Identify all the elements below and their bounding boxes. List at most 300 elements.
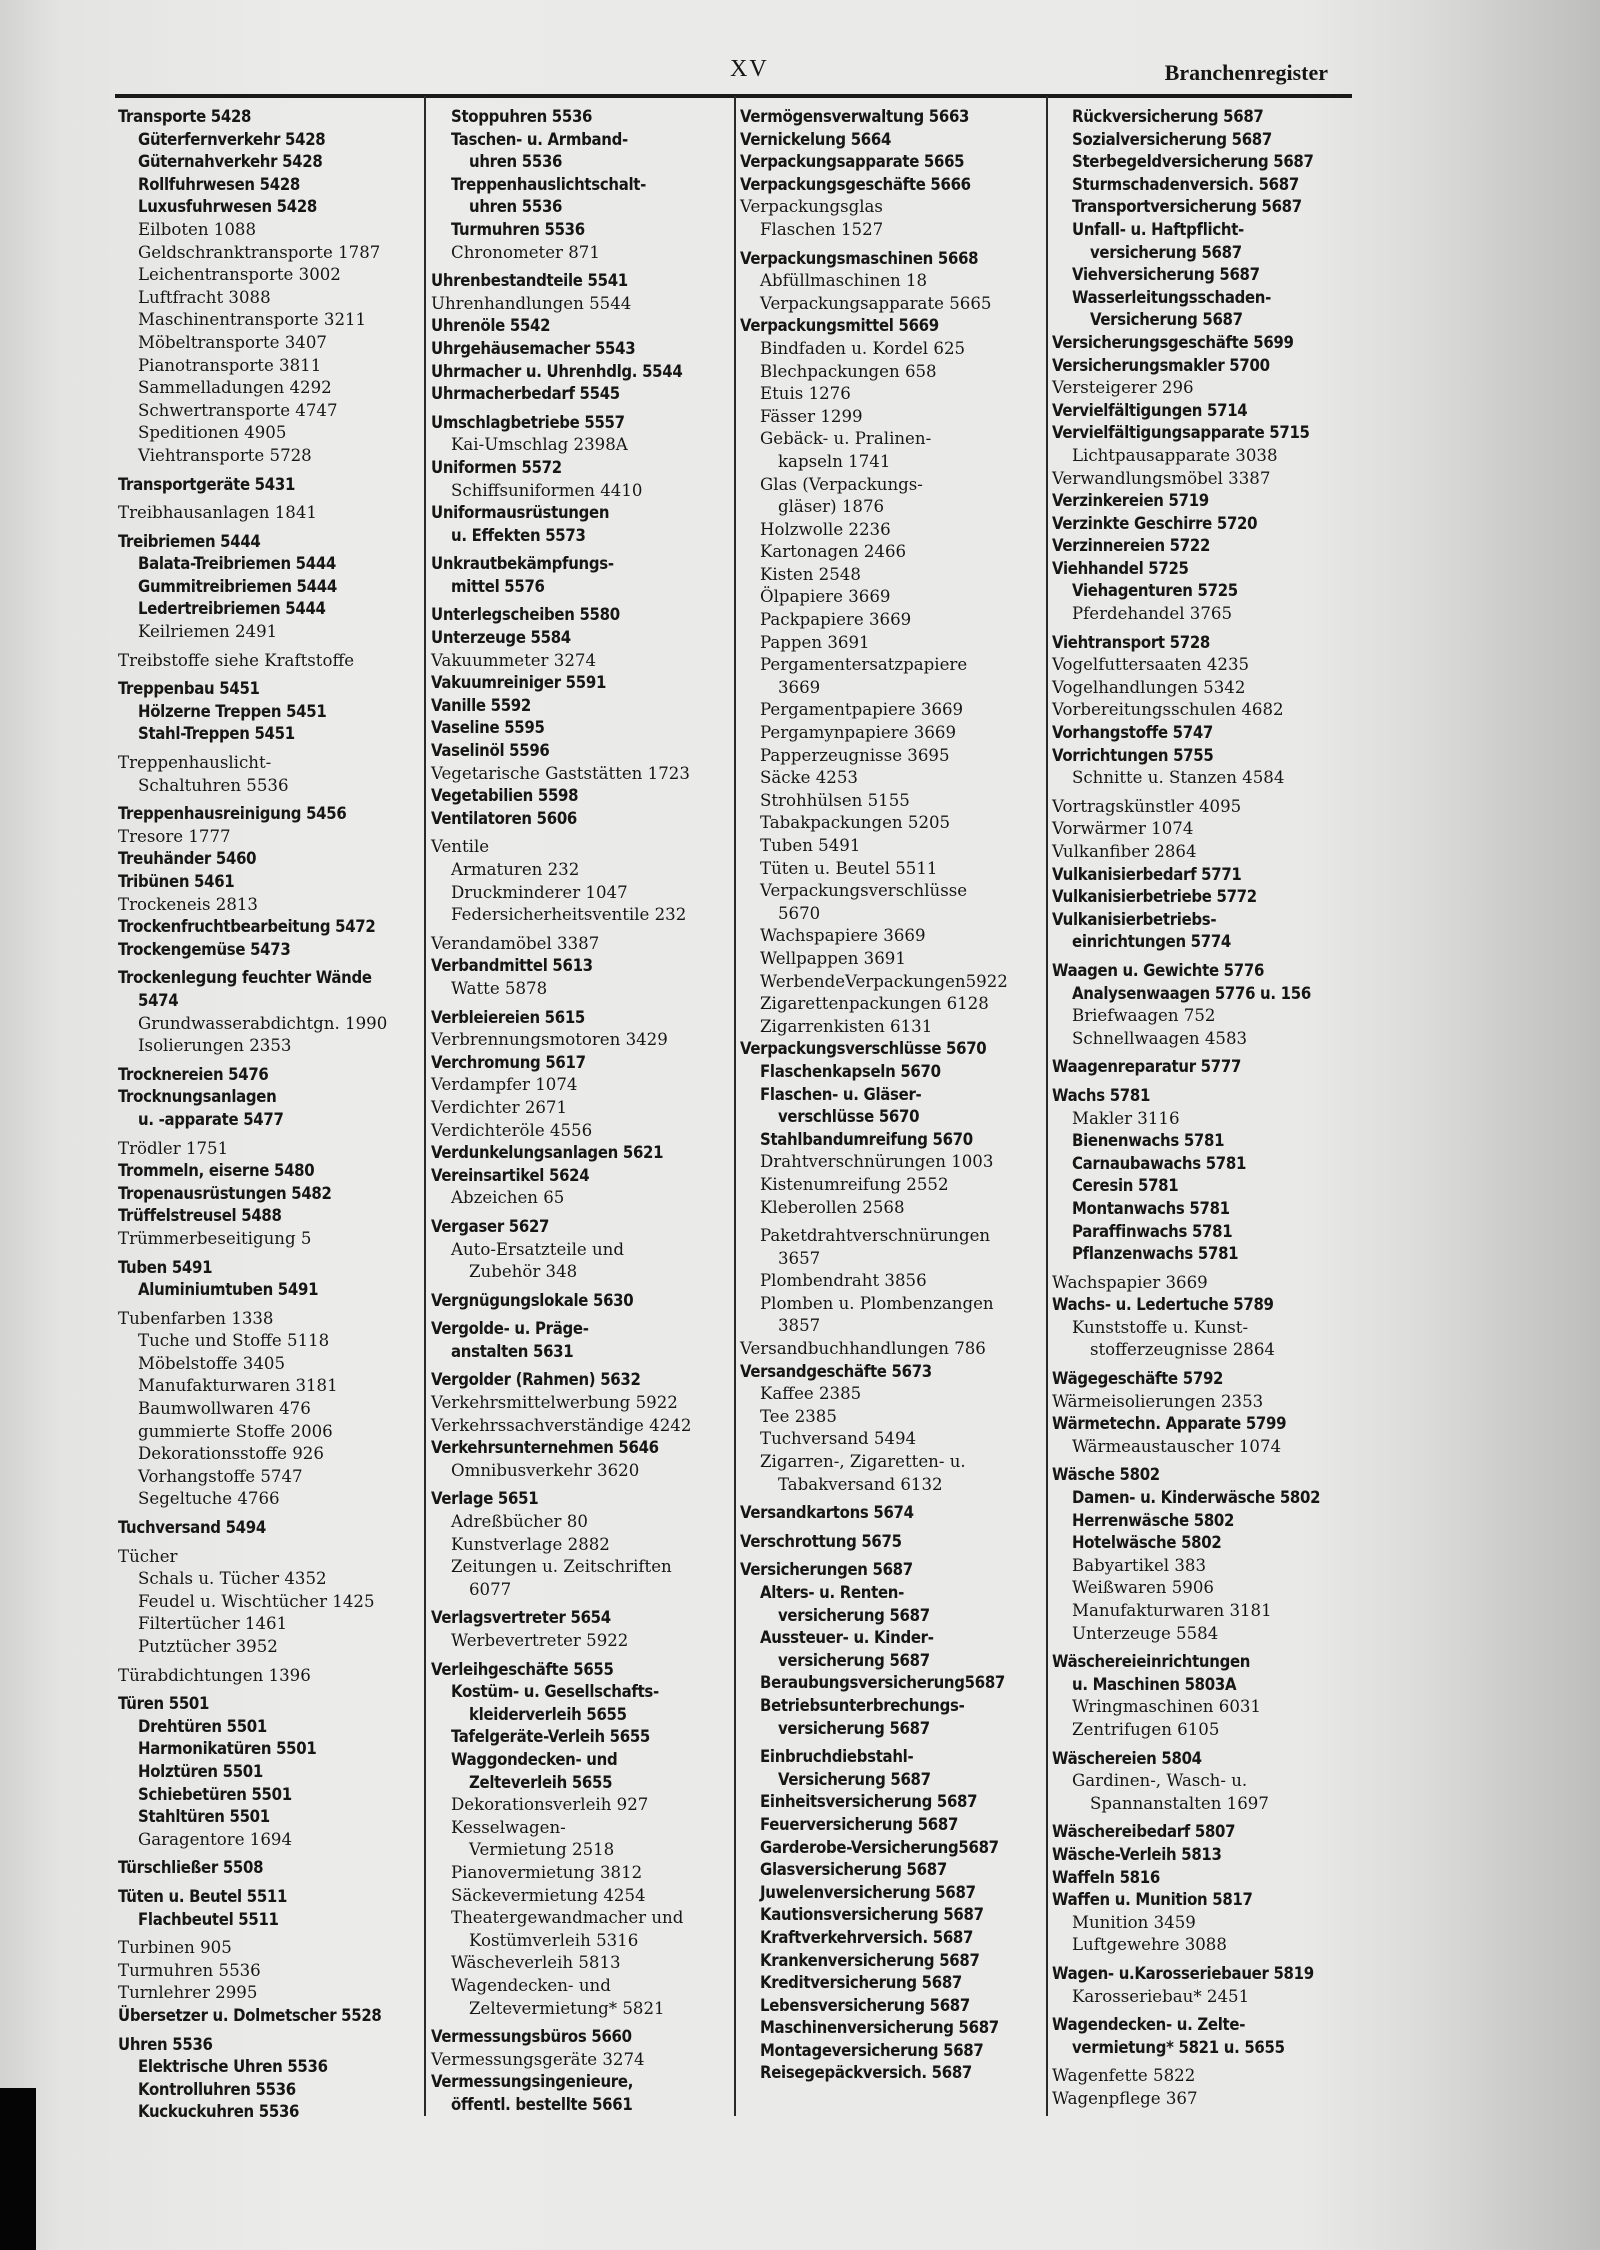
register-subentry: Einheitsversicherung 5687 [760, 1792, 978, 1812]
register-entry: Wärmetechn. Apparate 5799 [1052, 1414, 1287, 1434]
register-entry: Unkrautbekämpfungs- [431, 554, 614, 574]
register-entry: Vorwärmer 1074 [1052, 819, 1194, 839]
scan-edge [0, 2088, 36, 2250]
register-subentry: Güterfernverkehr 5428 [138, 129, 326, 149]
register-subentry: Garagentore 1694 [138, 1829, 293, 1849]
register-entry: Verdampfer 1074 [431, 1075, 578, 1095]
register-entry: Tubenfarben 1338 [118, 1308, 274, 1328]
register-entry: Turnlehrer 2995 [118, 1983, 258, 2003]
register-entry: Tropenausrüstungen 5482 [118, 1183, 332, 1203]
register-subentry: Viehversicherung 5687 [1072, 265, 1260, 285]
register-subentry: Lebensversicherung 5687 [760, 1995, 970, 2015]
register-subentry: Betriebsunterbrechungs- [760, 1695, 965, 1715]
register-entry: Vulkanisierbetriebe 5772 [1052, 887, 1257, 907]
register-subentry: Drehtüren 5501 [138, 1716, 267, 1736]
register-entry: Vermessungsbüros 5660 [431, 2027, 632, 2047]
register-subentry: gläser) 1876 [778, 497, 885, 517]
register-subentry: kleiderverleih 5655 [469, 1704, 627, 1724]
register-entry: Waagenreparatur 5777 [1052, 1057, 1242, 1077]
register-subentry: Möbelstoffe 3405 [138, 1353, 286, 1373]
register-subentry: Lichtpausapparate 3038 [1072, 445, 1278, 465]
register-subentry: Keilriemen 2491 [138, 622, 278, 642]
register-subentry: Gebäck- u. Pralinen- [760, 429, 932, 449]
register-entry: Trockengemüse 5473 [118, 939, 291, 959]
register-subentry: Papperzeugnisse 3695 [760, 745, 950, 765]
register-subentry: Juwelenversicherung 5687 [760, 1882, 976, 1902]
register-subentry: Pflanzenwachs 5781 [1072, 1244, 1239, 1264]
register-entry: Versicherungen 5687 [740, 1560, 913, 1580]
register-subentry: Luxusfuhrwesen 5428 [138, 197, 318, 217]
register-subentry: versicherung 5687 [778, 1718, 930, 1738]
register-subentry: Krankenversicherung 5687 [760, 1950, 980, 1970]
register-subentry: Spannanstalten 1697 [1090, 1793, 1269, 1813]
register-subentry: Gummitreibriemen 5444 [138, 576, 337, 596]
register-entry: Uhrmacher u. Uhrenhdlg. 5544 [431, 361, 683, 381]
register-entry: Uhrenöle 5542 [431, 316, 551, 336]
register-subentry: Garderobe-Versicherung5687 [760, 1837, 999, 1857]
register-entry: Übersetzer u. Dolmetscher 5528 [118, 2005, 382, 2025]
register-subentry: kapseln 1741 [778, 451, 891, 471]
register-entry: Türschließer 5508 [118, 1858, 264, 1878]
register-subentry: Harmonikatüren 5501 [138, 1739, 317, 1759]
register-subentry: Zentrifugen 6105 [1072, 1719, 1220, 1739]
register-subentry: Turmuhren 5536 [451, 219, 585, 239]
register-entry: Tresore 1777 [118, 826, 231, 846]
register-subentry: Versicherung 5687 [1090, 310, 1243, 330]
register-subentry: Chronometer 871 [451, 242, 600, 262]
register-subentry: Flaschen- u. Gläser- [760, 1084, 922, 1104]
register-entry: Vergolder (Rahmen) 5632 [431, 1370, 641, 1390]
register-entry: Vervielfältigungsapparate 5715 [1052, 423, 1310, 443]
register-subentry: Fässer 1299 [760, 406, 863, 426]
register-subentry: Pianovermietung 3812 [451, 1862, 643, 1882]
register-subentry: Kreditversicherung 5687 [760, 1973, 962, 1993]
register-subentry: Unfall- u. Haftpflicht- [1072, 219, 1244, 239]
register-subentry: Adreßbücher 80 [451, 1512, 588, 1532]
register-subentry: Schnitte u. Stanzen 4584 [1072, 768, 1285, 788]
register-subentry: Aluminiumtuben 5491 [138, 1280, 319, 1300]
register-subentry: Kai-Umschlag 2398A [451, 435, 628, 455]
register-entry: Vorbereitungsschulen 4682 [1052, 700, 1284, 720]
register-subentry: Sturmschadenversich. 5687 [1072, 174, 1299, 194]
register-subentry: Balata-Treibriemen 5444 [138, 554, 337, 574]
register-entry: Versicherungsgeschäfte 5699 [1052, 332, 1294, 352]
register-subentry: Tuben 5491 [760, 836, 861, 855]
register-subentry: Ölpapiere 3669 [760, 587, 891, 607]
register-subentry: Holzwolle 2236 [760, 519, 891, 539]
register-entry: Verzinnereien 5722 [1052, 536, 1211, 556]
register-entry: Treppenhauslicht- [118, 753, 272, 773]
register-entry: Trocknereien 5476 [118, 1064, 269, 1084]
register-subentry: Schiebetüren 5501 [138, 1784, 292, 1804]
register-subentry: Isolierungen 2353 [138, 1036, 292, 1056]
register-subentry: Schals u. Tücher 4352 [138, 1569, 327, 1589]
register-column-4 [1052, 106, 1360, 2110]
register-entry: Wäschereien 5804 [1052, 1748, 1202, 1768]
register-subentry: Zeltevermietung* 5821 [469, 1998, 665, 2018]
register-entry: Verschrottung 5675 [740, 1531, 902, 1551]
register-entry: Wäsche-Verleih 5813 [1052, 1844, 1222, 1864]
register-subentry: Unterzeuge 5584 [1072, 1623, 1219, 1643]
register-subentry: Etuis 1276 [760, 384, 851, 404]
register-column-3 [740, 106, 1045, 2085]
register-subentry: Vermietung 2518 [469, 1840, 615, 1860]
register-entry: Waagen u. Gewichte 5776 [1052, 960, 1265, 980]
register-entry: Wägegeschäfte 5792 [1052, 1369, 1224, 1389]
register-subentry: Putztücher 3952 [138, 1637, 278, 1656]
register-entry: Viehtransport 5728 [1052, 632, 1211, 652]
register-subentry: Montageversicherung 5687 [760, 2040, 984, 2060]
register-subentry: Schnellwaagen 4583 [1072, 1028, 1248, 1048]
page-header [115, 56, 1352, 98]
register-entry: Wachs- u. Ledertuche 5789 [1052, 1295, 1274, 1315]
register-entry: Wäsche 5802 [1052, 1465, 1160, 1485]
register-subentry: verschlüsse 5670 [778, 1107, 920, 1127]
register-entry: Trümmerbeseitigung 5 [118, 1228, 312, 1248]
register-entry: Uhrmacherbedarf 5545 [431, 384, 620, 404]
register-entry: Uhrenhandlungen 5544 [431, 293, 632, 313]
register-subentry: Zigarrenkisten 6131 [760, 1016, 933, 1036]
register-subentry: mittel 5576 [451, 576, 545, 596]
register-subentry: Güternahverkehr 5428 [138, 152, 323, 172]
register-subentry: Gardinen-, Wasch- u. [1072, 1771, 1248, 1791]
register-subentry: Pergamentpapiere 3669 [760, 700, 964, 720]
register-subentry: Paketdrahtverschnürungen [760, 1226, 991, 1246]
register-entry: Vergaser 5627 [431, 1216, 550, 1236]
register-subentry: Druckminderer 1047 [451, 882, 628, 902]
register-subentry: Abzeichen 65 [451, 1188, 565, 1208]
register-entry: Unterlegscheiben 5580 [431, 605, 620, 625]
register-subentry: Feuerversicherung 5687 [760, 1814, 959, 1834]
register-entry: Wachs 5781 [1052, 1085, 1151, 1105]
register-subentry: Kesselwagen- [451, 1817, 566, 1837]
register-subentry: Säcke 4253 [760, 768, 858, 788]
register-entry: Treppenhausreinigung 5456 [118, 804, 347, 824]
register-subentry: Carnaubawachs 5781 [1072, 1153, 1247, 1173]
register-subentry: Möbeltransporte 3407 [138, 332, 327, 352]
register-subentry: Verpackungsverschlüsse [760, 881, 968, 901]
register-entry: Wagenpflege 367 [1052, 2088, 1198, 2108]
register-entry: Vakuumreiniger 5591 [431, 673, 607, 693]
register-entry: Wagenfette 5822 [1052, 2066, 1196, 2086]
register-entry: Vegetabilien 5598 [431, 786, 579, 806]
register-subentry: Makler 3116 [1072, 1108, 1180, 1128]
register-subentry: Luftfracht 3088 [138, 287, 271, 307]
register-subentry: Schaltuhren 5536 [138, 775, 289, 795]
register-subentry: Tabakpackungen 5205 [760, 813, 951, 833]
register-subentry: Karosseriebau* 2451 [1072, 1986, 1250, 2006]
register-entry: Trockeneis 2813 [118, 894, 258, 914]
register-subentry: Geldschranktransporte 1787 [138, 242, 381, 262]
register-subentry: Baumwollwaren 476 [138, 1399, 311, 1419]
register-subentry: Flaschen 1527 [760, 219, 884, 239]
register-subentry: Flachbeutel 5511 [138, 1909, 279, 1929]
register-subentry: uhren 5536 [469, 152, 563, 172]
register-subentry: Filtertücher 1461 [138, 1614, 288, 1634]
register-subentry: Hotelwäsche 5802 [1072, 1533, 1222, 1553]
register-subentry: Briefwaagen 752 [1072, 1006, 1216, 1026]
register-subentry: 5670 [778, 903, 821, 923]
register-subentry: Montanwachs 5781 [1072, 1198, 1230, 1218]
register-subentry: Maschinenversicherung 5687 [760, 2018, 999, 2038]
register-entry: Verlage 5651 [431, 1489, 539, 1509]
register-subentry: Stahltüren 5501 [138, 1807, 270, 1827]
register-entry: Treuhänder 5460 [118, 849, 257, 869]
register-subentry: 3857 [778, 1316, 821, 1336]
register-subentry: u. Maschinen 5803A [1072, 1674, 1237, 1694]
register-entry: Verbandmittel 5613 [431, 956, 593, 976]
register-subentry: 6077 [469, 1579, 512, 1599]
register-subentry: Stahlbandumreifung 5670 [760, 1129, 973, 1149]
register-subentry: Armaturen 232 [451, 860, 580, 879]
page-number: XV [730, 56, 769, 82]
register-subentry: Kontrolluhren 5536 [138, 2079, 296, 2099]
register-subentry: Kuckuckuhren 5536 [138, 2102, 300, 2122]
register-entry: Trockenfruchtbearbeitung 5472 [118, 917, 376, 937]
register-entry: Uniformen 5572 [431, 457, 562, 477]
register-subentry: 3669 [778, 677, 821, 697]
column-rule [424, 96, 426, 2116]
register-subentry: Versicherung 5687 [778, 1769, 931, 1789]
register-subentry: versicherung 5687 [778, 1650, 930, 1670]
register-entry: Vulkanfiber 2864 [1052, 842, 1197, 861]
register-subentry: Viehtransporte 5728 [138, 445, 312, 465]
register-subentry: Dekorationsverleih 927 [451, 1795, 649, 1815]
register-entry: Verpackungsverschlüsse 5670 [740, 1039, 987, 1059]
register-subentry: Zigarren-, Zigaretten- u. [760, 1452, 966, 1472]
register-subentry: Paraffinwachs 5781 [1072, 1221, 1233, 1241]
register-subentry: Eilboten 1088 [138, 219, 257, 239]
register-subentry: versicherung 5687 [778, 1605, 930, 1625]
register-subentry: Elektrische Uhren 5536 [138, 2057, 328, 2077]
register-entry: Verbleiereien 5615 [431, 1007, 586, 1027]
register-subentry: Kaffee 2385 [760, 1384, 862, 1404]
register-entry: Unterzeuge 5584 [431, 628, 571, 648]
register-subentry: Sammelladungen 4292 [138, 378, 332, 398]
register-entry: Versteigerer 296 [1052, 378, 1194, 398]
register-entry: Waffen u. Munition 5817 [1052, 1890, 1253, 1910]
register-entry: Versicherungsmakler 5700 [1052, 355, 1270, 375]
register-entry: Wäschereieinrichtungen [1052, 1652, 1251, 1672]
register-subentry: Vorhangstoffe 5747 [138, 1466, 303, 1486]
register-entry: Wachspapier 3669 [1052, 1272, 1208, 1292]
register-entry: Trödler 1751 [118, 1138, 229, 1158]
register-entry: Versandbuchhandlungen 786 [740, 1339, 986, 1359]
register-subentry: Tüten u. Beutel 5511 [760, 858, 938, 878]
register-subentry: Pappen 3691 [760, 632, 870, 652]
register-subentry: Bindfaden u. Kordel 625 [760, 338, 966, 358]
register-subentry: Kostümverleih 5316 [469, 1930, 639, 1950]
register-entry: Verpackungsmaschinen 5668 [740, 248, 979, 268]
register-subentry: u. Effekten 5573 [451, 525, 586, 545]
register-subentry: Hölzerne Treppen 5451 [138, 701, 327, 721]
register-subentry: Wagendecken- und [451, 1975, 611, 1995]
register-entry: Vegetarische Gaststätten 1723 [431, 763, 690, 783]
register-entry: Uhrenbestandteile 5541 [431, 271, 628, 291]
register-subentry: Tafelgeräte-Verleih 5655 [451, 1727, 651, 1747]
register-subentry: Bienenwachs 5781 [1072, 1131, 1225, 1151]
register-subentry: Schwertransporte 4747 [138, 400, 338, 420]
register-entry: Vorrichtungen 5755 [1052, 745, 1214, 765]
register-entry: Turmuhren 5536 [118, 1960, 261, 1980]
register-subentry: uhren 5536 [469, 197, 563, 217]
register-subentry: Glas (Verpackungs- [760, 474, 923, 494]
register-entry: Vernickelung 5664 [740, 129, 892, 149]
register-entry: Verlagsvertreter 5654 [431, 1608, 611, 1628]
register-subentry: Luftgewehre 3088 [1072, 1935, 1227, 1955]
register-subentry: Pergamentersatzpapiere [760, 655, 968, 675]
register-subentry: Babyartikel 383 [1072, 1555, 1207, 1575]
register-subentry: Kistenumreifung 2552 [760, 1174, 949, 1194]
register-subentry: Wärmeaustauscher 1074 [1072, 1436, 1282, 1456]
register-subentry: Leichentransporte 3002 [138, 265, 341, 285]
register-subentry: Rollfuhrwesen 5428 [138, 174, 301, 194]
register-entry: Trockenlegung feuchter Wände [118, 968, 372, 988]
register-subentry: Zigarettenpackungen 6128 [760, 994, 989, 1014]
register-entry: Wagendecken- u. Zelte- [1052, 2015, 1246, 2035]
register-entry: Versandgeschäfte 5673 [740, 1361, 932, 1381]
register-subentry: Sterbegeldversicherung 5687 [1072, 152, 1314, 172]
register-entry: Trüffelstreusel 5488 [118, 1206, 282, 1226]
register-subentry: gummierte Stoffe 2006 [138, 1421, 333, 1441]
register-entry: Vulkanisierbetriebs- [1052, 909, 1217, 929]
register-entry: Turbinen 905 [118, 1938, 232, 1958]
register-subentry: Waggondecken- und [451, 1749, 618, 1769]
register-entry: Trommeln, eiserne 5480 [118, 1161, 315, 1181]
register-entry: Treibriemen 5444 [118, 531, 261, 551]
register-entry: Wärmeisolierungen 2353 [1052, 1391, 1264, 1411]
register-entry: Treibstoffe siehe Kraftstoffe [118, 650, 355, 670]
register-subentry: Holztüren 5501 [138, 1761, 263, 1781]
register-entry: Vermögensverwaltung 5663 [740, 107, 970, 126]
register-subentry: Werbevertreter 5922 [451, 1631, 629, 1650]
register-subentry: Dekorationsstoffe 926 [138, 1444, 324, 1464]
register-subentry: einrichtungen 5774 [1072, 932, 1232, 952]
register-subentry: Kostüm- u. Gesellschafts- [451, 1682, 659, 1702]
register-entry: Verpackungsmittel 5669 [740, 316, 939, 336]
register-subentry: Speditionen 4905 [138, 423, 287, 443]
register-entry: Umschlagbetriebe 5557 [431, 412, 625, 432]
register-entry: Verdichter 2671 [431, 1097, 568, 1117]
register-subentry: Viehagenturen 5725 [1072, 581, 1238, 601]
register-subentry: Kraftverkehrversich. 5687 [760, 1927, 974, 1947]
register-subentry: Drahtverschnürungen 1003 [760, 1152, 994, 1172]
register-entry: Tuchversand 5494 [118, 1518, 266, 1538]
register-entry: Verbrennungsmotoren 3429 [431, 1030, 668, 1050]
register-subentry: Reisegepäckversich. 5687 [760, 2063, 973, 2083]
register-subentry: Pferdehandel 3765 [1072, 604, 1233, 624]
register-entry: Verkehrsmittelwerbung 5922 [431, 1393, 678, 1413]
register-subentry: Einbruchdiebstahl- [760, 1747, 914, 1767]
register-entry: Wäschereibedarf 5807 [1052, 1822, 1236, 1842]
register-entry: Vulkanisierbedarf 5771 [1052, 864, 1242, 884]
register-subentry: Zelteverleih 5655 [469, 1772, 613, 1792]
register-subentry: Blechpackungen 658 [760, 361, 937, 381]
column-rule [734, 96, 736, 2116]
register-subentry: Omnibusverkehr 3620 [451, 1460, 640, 1480]
register-subentry: Watte 5878 [451, 978, 548, 998]
register-entry: Viehhandel 5725 [1052, 558, 1189, 578]
register-subentry: Kunststoffe u. Kunst- [1072, 1317, 1249, 1337]
register-subentry: Ledertreibriemen 5444 [138, 599, 326, 619]
register-subentry: Damen- u. Kinderwäsche 5802 [1072, 1488, 1321, 1508]
register-entry: Vaseline 5595 [431, 718, 545, 738]
register-subentry: 5474 [138, 990, 179, 1010]
register-entry: Vereinsartikel 5624 [431, 1165, 590, 1185]
register-entry: Verandamöbel 3387 [431, 933, 600, 953]
register-subentry: Tabakversand 6132 [778, 1474, 943, 1494]
register-subentry: Wäscheverleih 5813 [451, 1953, 621, 1973]
register-subentry: Wringmaschinen 6031 [1072, 1697, 1261, 1717]
register-subentry: Alters- u. Renten- [760, 1583, 905, 1602]
register-subentry: Maschinentransporte 3211 [138, 310, 367, 330]
register-entry: Trocknungsanlagen [118, 1087, 277, 1107]
register-subentry: versicherung 5687 [1090, 242, 1242, 262]
register-subentry: Kautionsversicherung 5687 [760, 1905, 984, 1925]
register-entry: Vogelhandlungen 5342 [1052, 677, 1246, 697]
register-subentry: Strohhülsen 5155 [760, 790, 910, 810]
register-subentry: Tuchversand 5494 [760, 1429, 917, 1449]
register-entry: Transporte 5428 [118, 107, 252, 126]
register-subentry: Tee 2385 [760, 1406, 837, 1426]
register-subentry: Munition 3459 [1072, 1912, 1196, 1932]
register-subentry: Wachspapiere 3669 [760, 926, 926, 946]
running-head: Branchenregister [1164, 60, 1328, 85]
register-column-1 [118, 106, 414, 2124]
register-entry: Vervielfältigungen 5714 [1052, 400, 1248, 420]
register-entry: Vanille 5592 [431, 695, 531, 715]
register-subentry: Zeitungen u. Zeitschriften [451, 1557, 672, 1577]
register-subentry: Weißwaren 5906 [1072, 1578, 1214, 1598]
register-subentry: Stoppuhren 5536 [451, 107, 593, 126]
register-subentry: öffentl. bestellte 5661 [451, 2094, 633, 2114]
register-subentry: 3657 [778, 1248, 821, 1268]
register-entry: Ventilatoren 5606 [431, 808, 578, 828]
register-subentry: Analysenwaagen 5776 u. 156 [1072, 983, 1311, 1003]
register-subentry: Säckevermietung 4254 [451, 1885, 646, 1905]
register-entry: Uhrgehäusemacher 5543 [431, 338, 636, 358]
register-entry: Verleihgeschäfte 5655 [431, 1659, 614, 1679]
register-subentry: Beraubungsversicherung5687 [760, 1673, 1005, 1693]
register-subentry: Herrenwäsche 5802 [1072, 1510, 1235, 1530]
register-entry: Vorhangstoffe 5747 [1052, 723, 1214, 743]
register-subentry: Ceresin 5781 [1072, 1176, 1179, 1196]
column-rule [1046, 96, 1048, 2116]
register-subentry: Plombendraht 3856 [760, 1271, 927, 1291]
register-entry: Tribünen 5461 [118, 872, 235, 891]
register-entry: Tüten u. Beutel 5511 [118, 1886, 288, 1906]
register-subentry: Treppenhauslichtschalt- [451, 174, 647, 194]
register-subentry: Flaschenkapseln 5670 [760, 1061, 941, 1081]
register-subentry: Aussteuer- u. Kinder- [760, 1628, 934, 1648]
register-subentry: Packpapiere 3669 [760, 610, 912, 630]
register-entry: Verpackungsapparate 5665 [740, 152, 965, 172]
register-entry: Tücher [118, 1546, 178, 1566]
register-subentry: Pianotransporte 3811 [138, 355, 322, 375]
register-subentry: Kisten 2548 [760, 564, 861, 584]
register-subentry: Tuche und Stoffe 5118 [138, 1331, 330, 1351]
register-subentry: u. -apparate 5477 [138, 1109, 284, 1129]
register-subentry: Segeltuche 4766 [138, 1489, 280, 1509]
register-entry: Waffeln 5816 [1052, 1867, 1160, 1887]
register-entry: Uhren 5536 [118, 2034, 213, 2054]
register-entry: Ventile [431, 837, 490, 857]
register-subentry: Kunstverlage 2882 [451, 1534, 610, 1554]
register-entry: Verdunkelungsanlagen 5621 [431, 1143, 664, 1163]
register-subentry: Wellpappen 3691 [760, 948, 906, 968]
register-subentry: Stahl-Treppen 5451 [138, 724, 295, 744]
register-subentry: Abfüllmaschinen 18 [760, 271, 928, 291]
